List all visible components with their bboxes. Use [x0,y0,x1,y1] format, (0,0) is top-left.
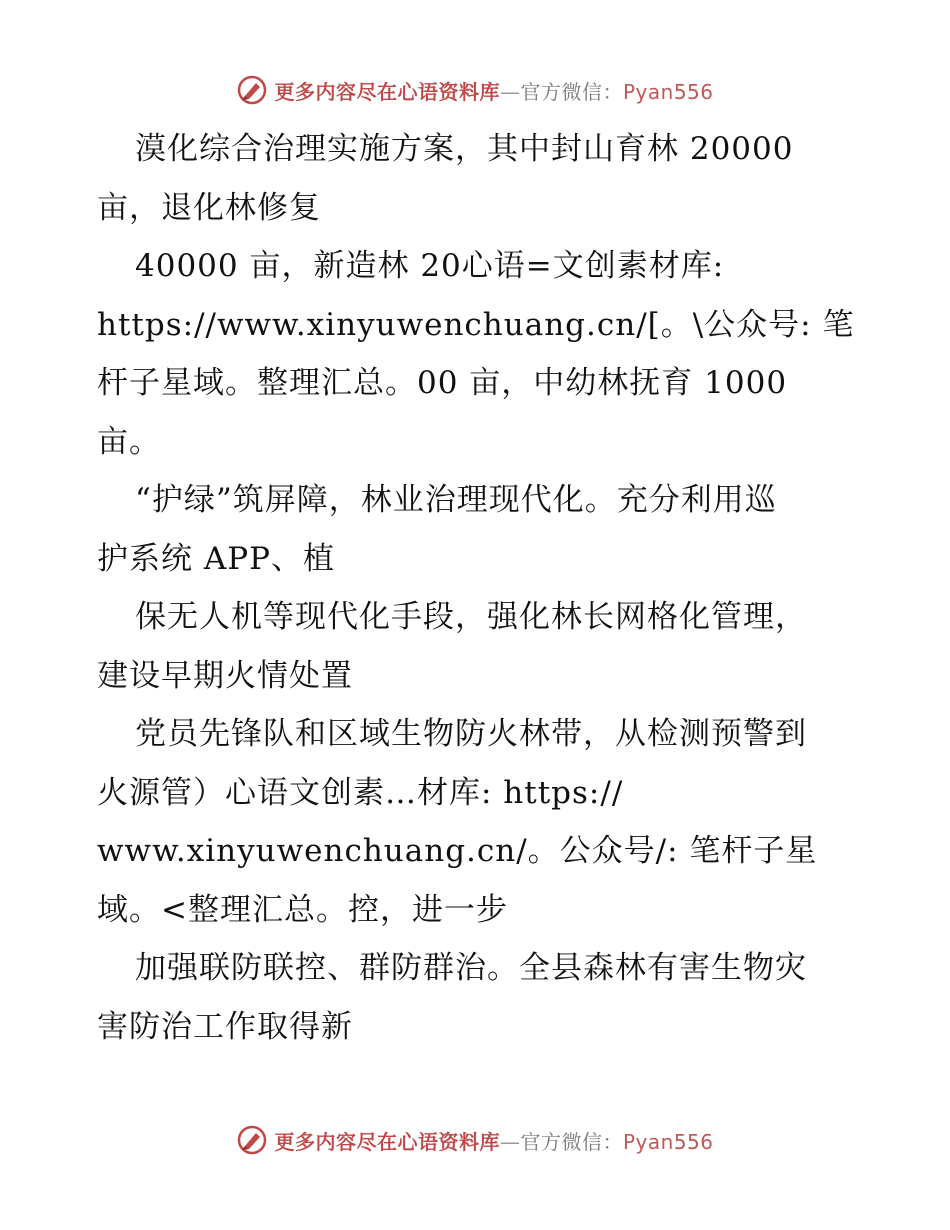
banner-wechat-id: Pyan556 [622,79,714,104]
banner-wechat-id: Pyan556 [622,1129,714,1154]
banner-separator: — [499,79,521,104]
text-line: 害防治工作取得新 [97,1008,353,1045]
banner-text [274,76,713,105]
text-line: 域。<整理汇总。控，进一步 [97,891,508,928]
banner-main-text: 更多内容尽在心语资料库 [274,1129,500,1154]
text-line: 保无人机等现代化手段，强化林长网格化管理， [135,599,807,635]
text-line: 亩，退化林修复 [97,189,321,226]
text-line: 漠化综合治理实施方案，其中封山育林 20000 [135,131,794,167]
footer-banner [0,1124,950,1156]
banner-text [274,1126,713,1155]
banner-wechat-label: 官方微信： [520,79,623,104]
text-line: https://www.xinyuwenchuang.cn/[。\公众号: 笔 [97,306,855,343]
pen-nib-logo-icon [236,1124,268,1156]
text-line: 火源管）心语文创素…材库: https:// [97,774,624,811]
text-line: www.xinyuwenchuang.cn/。公众号/: 笔杆子星 [97,833,818,869]
banner-main-text: 更多内容尽在心语资料库 [274,79,500,104]
text-line: “护绿”筑屏障，林业治理现代化。充分利用巡 [135,482,777,518]
pen-nib-logo-icon [236,74,268,106]
text-line: 40000 亩，新造林 20心语=文创素材库: [135,248,725,284]
banner-wechat-label: 官方微信： [520,1129,623,1154]
text-line: 杆子星域。整理汇总。00 亩，中幼林抚育 1000 [97,365,788,401]
text-line: 加强联防联控、群防群治。全县森林有害生物灾 [135,950,807,986]
text-line: 护系统 APP、植 [97,540,335,577]
text-line: 党员先锋队和区域生物防火林带，从检测预警到 [135,716,807,752]
text-line: 亩。 [97,423,161,460]
header-banner [0,74,950,106]
banner-separator: — [499,1129,521,1154]
document-body [97,120,857,1056]
text-line: 建设早期火情处置 [97,657,353,694]
